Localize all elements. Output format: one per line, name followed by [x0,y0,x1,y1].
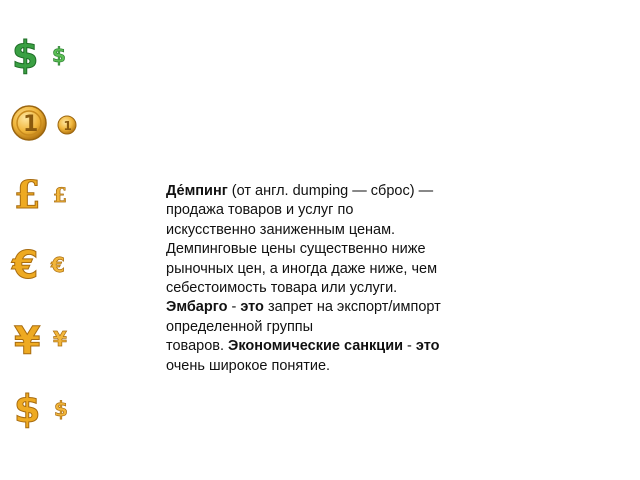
sanctions-eto: это [415,338,440,355]
svg-text:$: $ [54,397,68,421]
dollar-green-icon [10,35,80,75]
coin-one-icon [10,102,80,142]
embargo-eto: это [240,299,264,316]
embargo-definition-line-2: определенной группы [166,318,314,335]
euro-icon [10,242,80,287]
dumping-definition-line-5: себестоимость товара или услуги. [166,280,398,297]
svg-text:€: € [12,243,39,287]
dumping-definition-line-3: Демпинговые цены существенно ниже [166,241,426,258]
embargo-paragraph [166,298,476,376]
svg-text:£: £ [14,172,41,217]
svg-text:1: 1 [63,119,72,133]
sanctions-dash: - [403,338,416,355]
svg-text:$: $ [14,387,41,431]
dumping-definition-line-2: искусственно заниженным ценам. [166,221,396,238]
currency-icon-column [0,0,90,480]
svg-text:$: $ [12,33,39,77]
sanctions-term: Экономические санкции [228,338,404,355]
dumping-paragraph [166,182,476,298]
pound-icon [10,172,80,217]
dumping-etymology: (от англ. dumping — сброс) — [227,183,434,199]
dumping-term: Де́мпинг [166,183,228,199]
svg-text:¥: ¥ [53,327,67,351]
yen-icon [10,318,80,363]
dollar-gold-icon [10,386,80,431]
svg-text:$: $ [52,43,66,67]
embargo-term: Эмбарго [166,299,228,316]
svg-text:¥: ¥ [14,319,41,363]
svg-text:£: £ [53,183,67,207]
dumping-definition-line-1: продажа товаров и услуг по [166,202,354,219]
embargo-dash: - [227,299,241,316]
sanctions-definition: очень широкое понятие. [166,357,331,374]
embargo-definition-line-1: запрет на экспорт/импорт [263,299,441,316]
dumping-definition-line-4: рыночных цен, а иногда даже ниже, чем [166,260,438,277]
svg-text:€: € [51,253,65,277]
definitions-text-block [166,182,476,376]
embargo-definition-line-3: товаров. [166,338,229,355]
svg-text:1: 1 [23,112,39,137]
